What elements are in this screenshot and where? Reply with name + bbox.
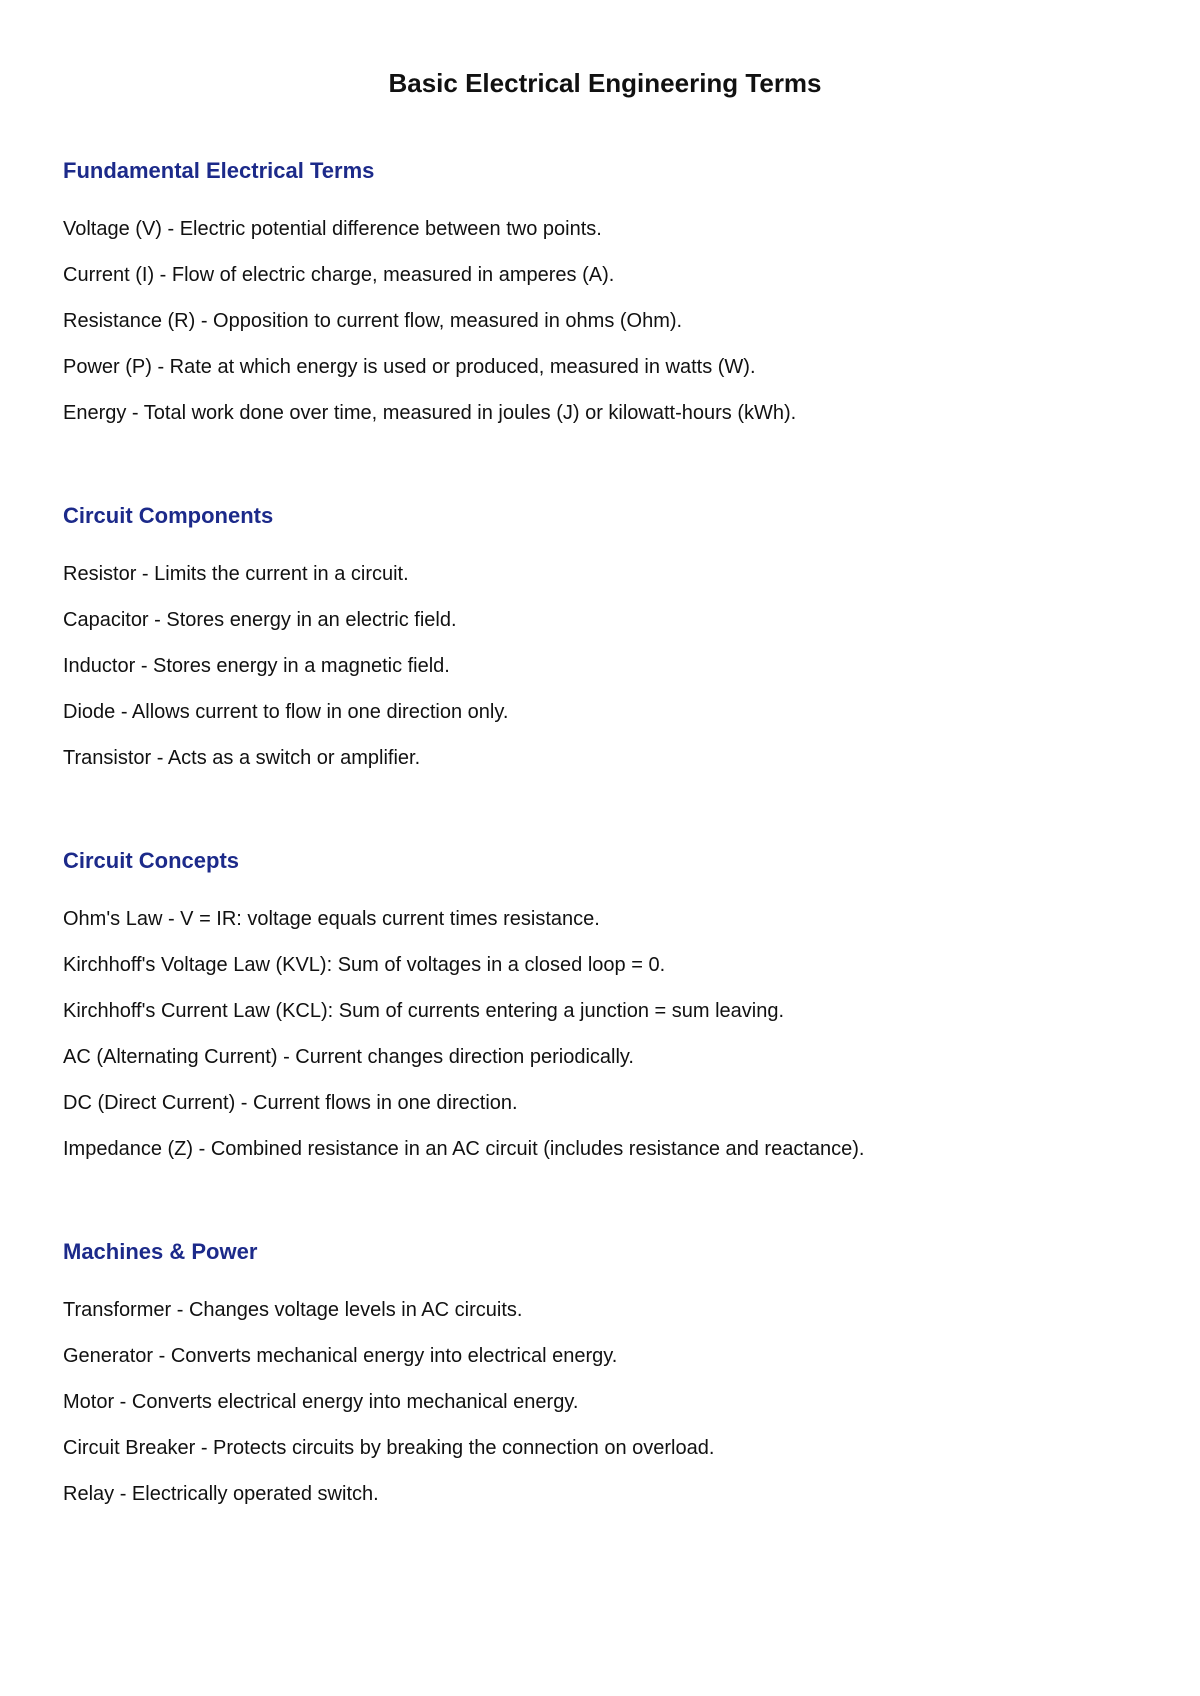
term-item: Generator - Converts mechanical energy into electrical energy. [63, 1345, 618, 1367]
term-item: Energy - Total work done over time, measured in joules (J) or kilowatt-hours (kWh). [63, 402, 797, 424]
term-item: Motor - Converts electrical energy into mechanical energy. [63, 1391, 579, 1413]
term-item: DC (Direct Current) - Current flows in one direction. [63, 1092, 518, 1114]
term-item: Diode - Allows current to flow in one direction only. [63, 701, 509, 723]
term-item: Inductor - Stores energy in a magnetic field. [63, 655, 450, 677]
term-item: Relay - Electrically operated switch. [63, 1483, 379, 1505]
term-item: Transistor - Acts as a switch or amplifier. [63, 747, 421, 769]
term-list [63, 217, 1143, 447]
term-item: Resistance (R) - Opposition to current flow, measured in ohms (Ohm). [63, 310, 683, 332]
document-title: Basic Electrical Engineering Terms [388, 68, 822, 98]
term-item: Circuit Breaker - Protects circuits by breaking the connection on overload. [63, 1437, 715, 1459]
term-list [63, 562, 1143, 792]
section-heading: Circuit Concepts [63, 848, 240, 873]
term-item: Power (P) - Rate at which energy is used or produced, measured in watts (W). [63, 356, 756, 378]
section-machines-power [63, 1238, 1143, 1528]
term-item: Kirchhoff's Voltage Law (KVL): Sum of voltages in a closed loop = 0. [63, 954, 666, 976]
section-heading: Machines & Power [63, 1239, 258, 1264]
term-item: Kirchhoff's Current Law (KCL): Sum of currents entering a junction = sum leaving. [63, 1000, 785, 1022]
section-circuit-components [63, 502, 1143, 792]
term-item: Ohm's Law - V = IR: voltage equals current times resistance. [63, 908, 600, 930]
term-item: Transformer - Changes voltage levels in AC circuits. [63, 1299, 523, 1321]
section-fundamental-terms [63, 157, 1143, 447]
term-item: Voltage (V) - Electric potential difference between two points. [63, 218, 602, 240]
term-item: Capacitor - Stores energy in an electric field. [63, 609, 457, 631]
section-heading: Fundamental Electrical Terms [63, 158, 375, 183]
term-item: AC (Alternating Current) - Current changes direction periodically. [63, 1046, 634, 1068]
term-item: Impedance (Z) - Combined resistance in an AC circuit (includes resistance and reactance). [63, 1138, 865, 1160]
section-circuit-concepts [63, 847, 1143, 1183]
term-item: Resistor - Limits the current in a circuit. [63, 563, 409, 585]
term-list [63, 907, 1143, 1183]
section-heading: Circuit Components [63, 503, 274, 528]
term-list [63, 1298, 1143, 1528]
term-item: Current (I) - Flow of electric charge, measured in amperes (A). [63, 264, 615, 286]
